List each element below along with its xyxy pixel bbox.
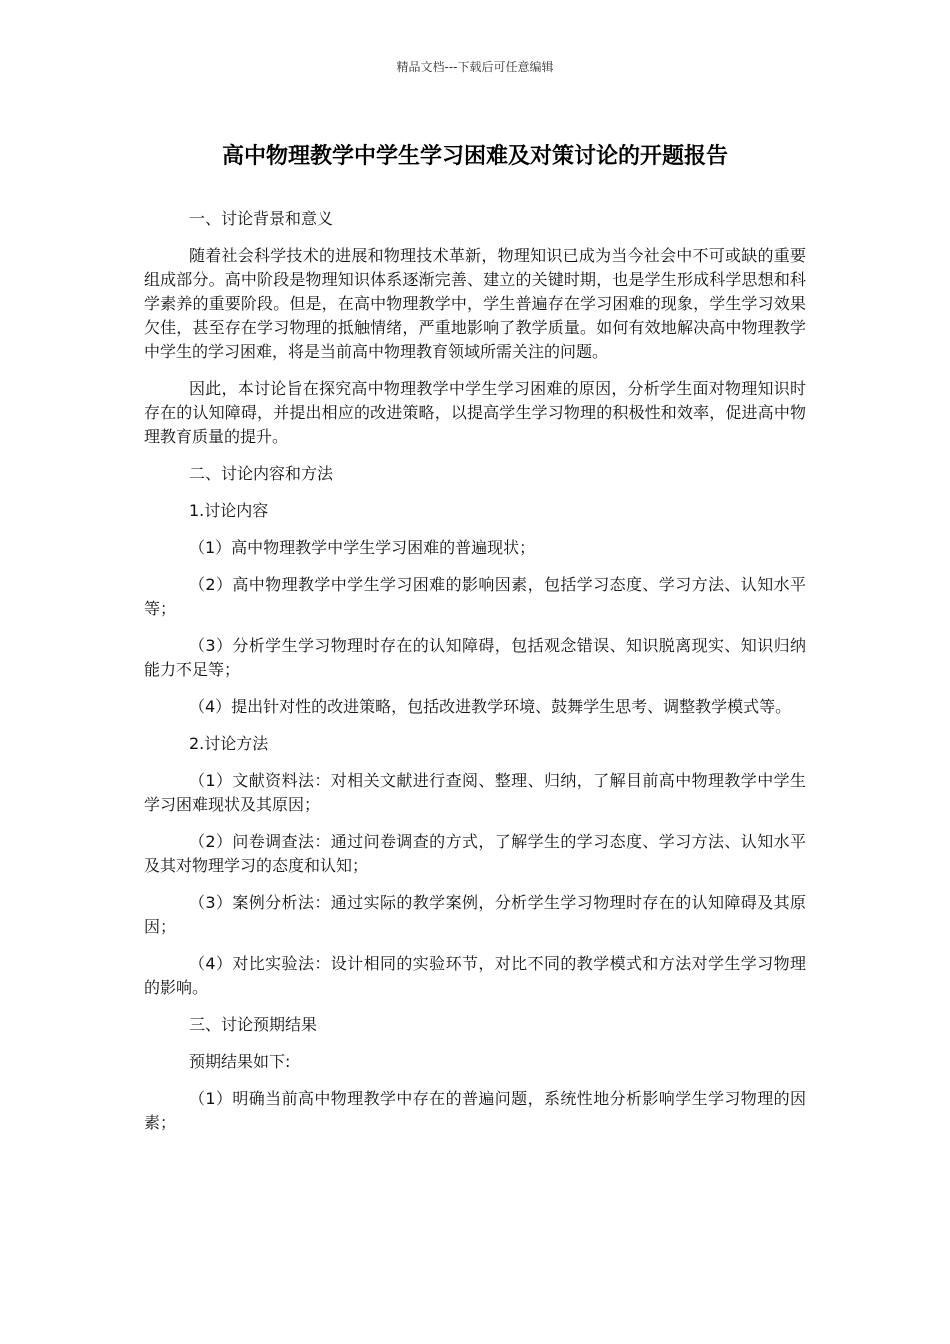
- paragraph-background: 随着社会科学技术的进展和物理技术革新，物理知识已成为当今社会中不可或缺的重要组成部分。高中阶段是物理知识体系逐渐完善、建立的关键时期，也是学生形成科学思想和科学素养的重要阶段。但是，在高中物理教学中，学生普遍存在学习困难的现象，学生学习效果欠佳，甚至存在学习物理的抵触情绪，严重地影响了教学质量。如何有效地解决高中物理教学中学生的学习困难，将是当前高中物理教育领域所需关注的问题。: [144, 246, 806, 361]
- method-item-3: （3）案例分析法：通过实际的教学案例，分析学生学习物理时存在的认知障碍及其原因；: [144, 893, 806, 936]
- method-item-1: （1）文献资料法：对相关文献进行查阅、整理、归纳，了解目前高中物理教学中学生学习困难现状及其原因；: [144, 771, 806, 814]
- document-body: [144, 207, 806, 1148]
- expected-results-intro: 预期结果如下:: [189, 1052, 291, 1071]
- method-item-2: （2）问卷调查法：通过问卷调查的方式，了解学生的学习态度、学习方法、认知水平及其对物理学习的态度和认知；: [144, 832, 806, 875]
- expected-result-item-1: （1）明确当前高中物理教学中存在的普遍问题，系统性地分析影响学生学习物理的因素；: [144, 1089, 806, 1132]
- section-heading-expected-results: 三、讨论预期结果: [189, 1015, 318, 1034]
- paragraph-purpose: 因此，本讨论旨在探究高中物理教学中学生学习困难的原因，分析学生面对物理知识时存在的认知障碍，并提出相应的改进策略，以提高学生学习物理的积极性和效率，促进高中物理教育质量的提升。: [144, 379, 806, 446]
- page-header: 精品文档---下载后可任意编辑: [396, 60, 554, 74]
- document-title: 高中物理教学中学生学习困难及对策讨论的开题报告: [221, 144, 728, 169]
- method-item-4: （4）对比实验法：设计相同的实验环节，对比不同的教学模式和方法对学生学习物理的影响。: [144, 954, 806, 997]
- content-item-4: （4）提出针对性的改进策略，包括改进教学环境、鼓舞学生思考、调整教学模式等。: [189, 697, 792, 716]
- content-item-2: （2）高中物理教学中学生学习困难的影响因素，包括学习态度、学习方法、认知水平等；: [144, 575, 806, 618]
- content-item-1: （1）高中物理教学中学生学习困难的普遍现状；: [189, 538, 536, 557]
- subheading-method: 2.讨论方法: [189, 734, 269, 753]
- section-heading-content-method: 二、讨论内容和方法: [189, 464, 334, 483]
- section-heading-background: 一、讨论背景和意义: [189, 209, 334, 228]
- subheading-content: 1.讨论内容: [189, 501, 269, 520]
- content-item-3: （3）分析学生学习物理时存在的认知障碍，包括观念错误、知识脱离现实、知识归纳能力不足等；: [144, 636, 806, 679]
